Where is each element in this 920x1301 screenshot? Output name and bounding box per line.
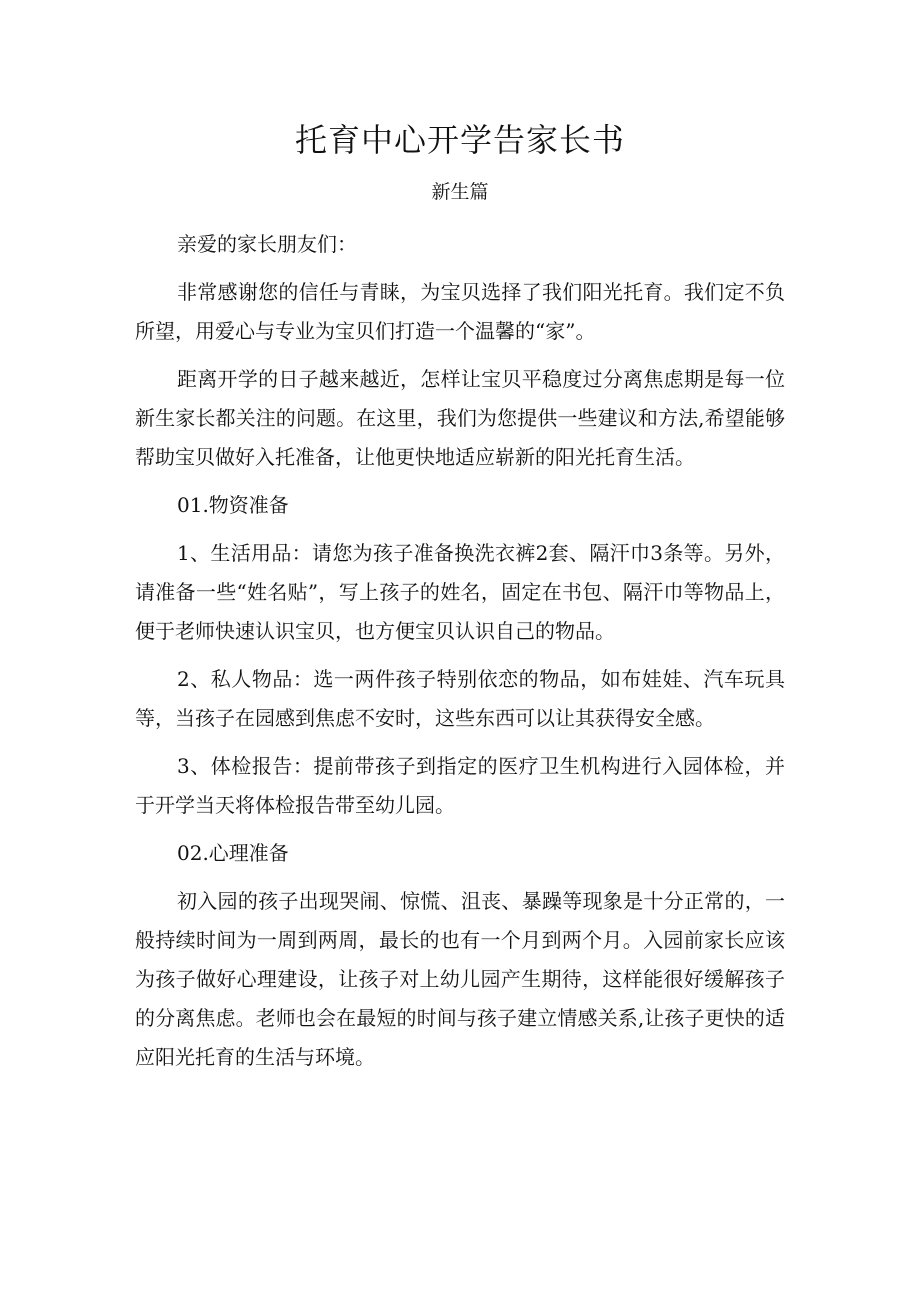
- document-title: 托育中心开学告家长书: [294, 121, 625, 159]
- document-body: [135, 225, 785, 1086]
- psychology-paragraph: 初入园的孩子出现哭闹、惊慌、沮丧、暴躁等现象是十分正常的，一般持续时间为一周到两周，最长的也有一个月到两个月。入园前家长应该为孩子做好心理建设，让孩子对上幼儿园产生期待，这样能很好缓解孩子的分离焦虑。老师也会在最短的时间与孩子建立情感关系,让孩子更快的适应阳光托育的生活与环境。: [135, 889, 785, 1069]
- greeting: 亲爱的家长朋友们：: [177, 232, 357, 256]
- section-heading-supplies: 01.物资准备: [177, 493, 289, 517]
- purpose-paragraph: 距离开学的日子越来越近，怎样让宝贝平稳度过分离焦虑期是每一位新生家长都关注的问题。在这里，我们为您提供一些建议和方法,希望能够帮助宝贝做好入托准备，让他更快地适应崭新的阳光托育生活。: [135, 367, 785, 469]
- document-subtitle: 新生篇: [431, 181, 489, 203]
- section-heading-psychology: 02.心理准备: [177, 841, 289, 865]
- supplies-item-personal: 2、私人物品：选一两件孩子特别依恋的物品，如布娃娃、汽车玩具等，当孩子在园感到焦虑不安时，这些东西可以让其获得安全感。: [135, 667, 785, 730]
- supplies-item-health-report: 3、体检报告：提前带孩子到指定的医疗卫生机构进行入园体检，并于开学当天将体检报告带至幼儿园。: [135, 754, 785, 817]
- intro-paragraph: 非常感谢您的信任与青睐，为宝贝选择了我们阳光托育。我们定不负所望，用爱心与专业为宝贝们打造一个温馨的“家”。: [135, 280, 785, 343]
- supplies-item-daily: 1、生活用品：请您为孩子准备换洗衣裤2套、隔汗巾3条等。另外，请准备一些“姓名贴”，写上孩子的姓名，固定在书包、隔汗巾等物品上，便于老师快速认识宝贝，也方便宝贝认识自己的物品。: [135, 541, 785, 643]
